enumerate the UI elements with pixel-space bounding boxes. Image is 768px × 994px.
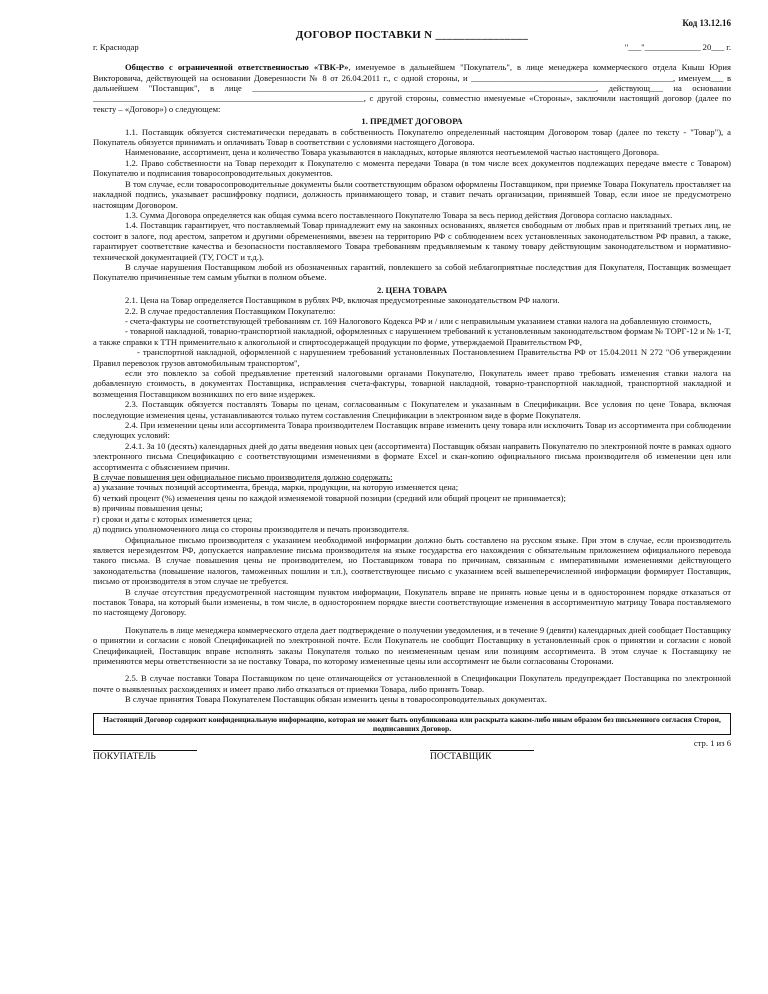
clause-1-2: 1.2. Право собственности на Товар переходит к Покупателю с момента передачи Товара (в том числе всех документов подлежащих передаче вместе с Товаром) Покупателю и подписания товаросопроводительных документов. bbox=[93, 157, 731, 179]
clause-1-3: 1.3. Сумма Договора определяется как общая сумма всего поставленного Покупателю Товара за весь период действия Договора согласно накладных. bbox=[125, 209, 673, 220]
page-title: ДОГОВОР ПОСТАВКИ N ________________ bbox=[295, 29, 529, 42]
clause-2-4-1-absence: В случае отсутствия предусмотренной настоящим пунктом информации, Покупатель вправе не принять новые цены и в одностороннем порядке отказаться от поставок Товара, на который были изменены, в том числе, в одностороннем порядке внести соответствующие изменения в ассортиментную матрицу Товара поставляемого по настоящему Договору. bbox=[93, 586, 731, 618]
clause-1-4: 1.4. Поставщик гарантирует, что поставляемый Товар принадлежит ему на законных основаниях, является свободным от любых прав и притязаний третьих лиц, не состоит в залоге, под арестом, запретом и другими обременениями, ввезен на территорию РФ с соблюдением всех установленных законодательством РФ правил, а также, гарантирует соответствие качества и безопасности поставляемого Товара требованиям предъявляемым к такому товару действующим законодательством и нормативно-технической документацией (ТУ, ГОСТ и т.д.). bbox=[93, 220, 731, 262]
clause-2-1: 2.1. Цена на Товар определяется Поставщиком в рублях РФ, включая предусмотренные законодательством РФ налоги. bbox=[125, 295, 560, 306]
requirement-c: в) причины повышения цены; bbox=[93, 503, 203, 514]
signature-row bbox=[93, 748, 731, 770]
supplier-signature-line bbox=[430, 750, 534, 751]
city-date-row bbox=[93, 42, 731, 52]
clause-2-2-a: - счета-фактуры не соответствующей требованиям ст. 169 Налогового Кодекса РФ и / или с неправильным указанием ставки налога на добавленную стоимость, bbox=[125, 315, 712, 326]
section-title-1: 1. ПРЕДМЕТ ДОГОВОРА bbox=[361, 116, 463, 127]
section-title-2: 2. ЦЕНА ТОВАРА bbox=[376, 284, 448, 295]
buyer-signature-line bbox=[93, 750, 197, 751]
confidentiality-notice: Настоящий Договор содержит конфиденциальную информацию, которая не может быть опубликована или раскрыта каким-либо иным образом без письменного согласия Сторон, подписавших Договор. bbox=[93, 713, 731, 735]
requirement-d: г) сроки и даты с которых изменяется цена; bbox=[93, 513, 253, 524]
supplier-label: ПОСТАВЩИК bbox=[430, 752, 492, 762]
clause-2-3: 2.3. Поставщик обязуется поставлять Товары по ценам, согласованным с Покупателем и указанным в Спецификации. Все условия по цене Товара, включая последующие изменения цены, устанавливаются только путем составления Спецификации в электронном виде в форме Покупателя. bbox=[93, 399, 731, 420]
clause-2-4: 2.4. При изменении цены или ассортимента Товара производителем Поставщик вправе изменить цену товара или исключить Товар из ассортимента при соблюдении следующих условий: bbox=[93, 420, 731, 441]
contract-date: "___"_____________ 20___ г. bbox=[624, 41, 731, 52]
clause-2-4-1-requirements-heading: В случае повышения цен официальное письмо производителя должно содержать: bbox=[93, 472, 393, 483]
clause-2-4-1-letter: Официальное письмо производителя с указанием необходимой информации должно быть составлено на русском языке. При этом в случае, если производитель является нерезидентом РФ, допускается направление письма производителя на языке государства его нахождения с обязательным приложением официального перевода такого письма. В случае повышения цены не производителем, но Поставщиком товара по причинам, связанным с императивными изменениями действующего законодательства (повышение налогов, таможенных пошлин и т.п.), соответствующее письмо с указанием всей вышеперечисленной информации формирует Поставщик, письмо от производителя в этом случае не требуется. bbox=[93, 534, 731, 587]
clause-2-2-b: - товарной накладной, товарно-транспортной накладной, оформленных с нарушением требований к установленным законодательством формам № ТОРГ-12 и № 1-Т, а также справки к ТТН применительно к алкогольной и спиртосодержащей продукции по форме, утверждаемой Правительством РФ, bbox=[93, 326, 731, 347]
form-code: Код 13.12.16 bbox=[682, 18, 731, 28]
intro-paragraph bbox=[93, 62, 731, 114]
clause-2-4-1-confirmation: Покупатель в лице менеджера коммерческого отдела дает подтверждение о получении уведомления, и в течение 9 (девяти) календарных дней сообщает Поставщику о принятии и согласии с новой Спецификацией по электронной почте. Если Покупатель не сообщит Поставщику в установленный срок о принятии и согласии с новой Спецификацией, Поставщик вправе исполнять заказы Покупателя только по неизмененным ценам или позициям ассортимента. В этом случае к Поставщику не применяются меры ответственности за не поставку Товара, по которому измененные цены или ассортимент не были согласованы Сторонами. bbox=[93, 624, 731, 666]
clause-2-5: 2.5. В случае поставки Товара Поставщиком по цене отличающейся от установленной в Спецификации Покупатель предупреждает Поставщика по электронной почте о выявленных расхождениях и имеет право либо отказаться от приемки Товара, либо принять Товар. bbox=[93, 673, 731, 694]
clause-1-1-note: Наименование, ассортимент, цена и количество Товара указываются в накладных, которые являются неотъемлемой частью настоящего Договора. bbox=[125, 147, 659, 158]
buyer-label: ПОКУПАТЕЛЬ bbox=[93, 752, 156, 762]
city: г. Краснодар bbox=[93, 41, 139, 52]
intro-text: , именуемое в дальнейшем "Покупатель", в лице менеджера коммерческого отдела Кныш Юрия Викторовича, действующей на основании Доверенности № 8 от 26.04.2011 г., с одной стороны, и _______________________________________________, именуем___ в дальнейшем "Поставщик", в лице ________________________________________________________________________________, действующ___ на основании _______________________________________________________________, с другой стороны, совместно именуемые «Стороны», заключили настоящий договор (далее по тексту – «Договор») о следующем: bbox=[93, 62, 731, 114]
clause-2-2-d: если это повлекло за собой предъявление претензий налоговыми органами Покупателю, Покупатель имеет право требовать изменения ставки налога на добавленную стоимость, в документах Поставщика, исправления счета-фактуры, товарной накладной, товарно-транспортной накладной, транспортной накладной и возмещения Поставщиком возникших по его вине издержек. bbox=[93, 368, 731, 399]
supplier-signature bbox=[430, 750, 534, 762]
clause-1-1: 1.1. Поставщик обязуется систематически передавать в собственность Покупателю определенный настоящим Договором товар (далее по тексту - "Товар"), а Покупатель обязуется принимать и оплачивать Товар в соответствии с условиями настоящего Договора. bbox=[93, 126, 731, 148]
clause-1-4-note: В случае нарушения Поставщиком любой из обозначенных гарантий, повлекшего за собой неблагоприятные последствия для Покупателя, Поставщик возмещает Покупателю причиненные тем самым убытки в полном объеме. bbox=[93, 261, 731, 283]
page-number: стр. 1 из 6 bbox=[693, 737, 731, 748]
clause-1-2-note: В том случае, если товаросопроводительные документы были соответствующим образом оформлены Поставщиком, при приемке Товара Покупатель проставляет на накладной подпись, указывает расшифровку подписи, должность принимающего товар, и ставит печать организации, принявшей Товар, если иное не предусмотрено настоящим Договором. bbox=[93, 178, 731, 210]
requirement-b: б) четкий процент (%) изменения цены по каждой изменяемой товарной позиции (средний или общий процент не принимается); bbox=[93, 492, 566, 503]
requirement-e: д) подпись уполномоченного лица со стороны производителя и печать производителя. bbox=[93, 524, 410, 535]
clause-2-4-1: 2.4.1. За 10 (десять) календарных дней до даты введения новых цен (ассортимента) Поставщик обязан направить Покупателю по электронной почте в рамках одного электронного письма Спецификацию с соответствующими изменениями в формате Excel и скан-копию официального письма производителя об изменении цен или ассортимента с объяснением причин. bbox=[93, 440, 731, 472]
requirement-a: а) указание точных позиций ассортимента, бренда, марки, продукции, на которую изменяется цена; bbox=[93, 482, 459, 493]
buyer-name: Общество с ограниченной ответственностью «ТВК-Р» bbox=[125, 62, 349, 73]
buyer-signature bbox=[93, 750, 197, 762]
clause-2-2: 2.2. В случае предоставления Поставщиком Покупателю: bbox=[125, 305, 336, 316]
clause-2-5-note: В случае принятия Товара Покупателем Поставщик обязан изменить цены в товаросопроводительных документах. bbox=[125, 694, 547, 705]
contract-page bbox=[93, 18, 731, 770]
clause-2-2-c: - транспортной накладной, оформленной с нарушением требований установленных Постановлением Правительства РФ от 15.04.2011 N 272 "Об утверждении Правил перевозок грузов автомобильным транспортом", bbox=[93, 347, 731, 368]
